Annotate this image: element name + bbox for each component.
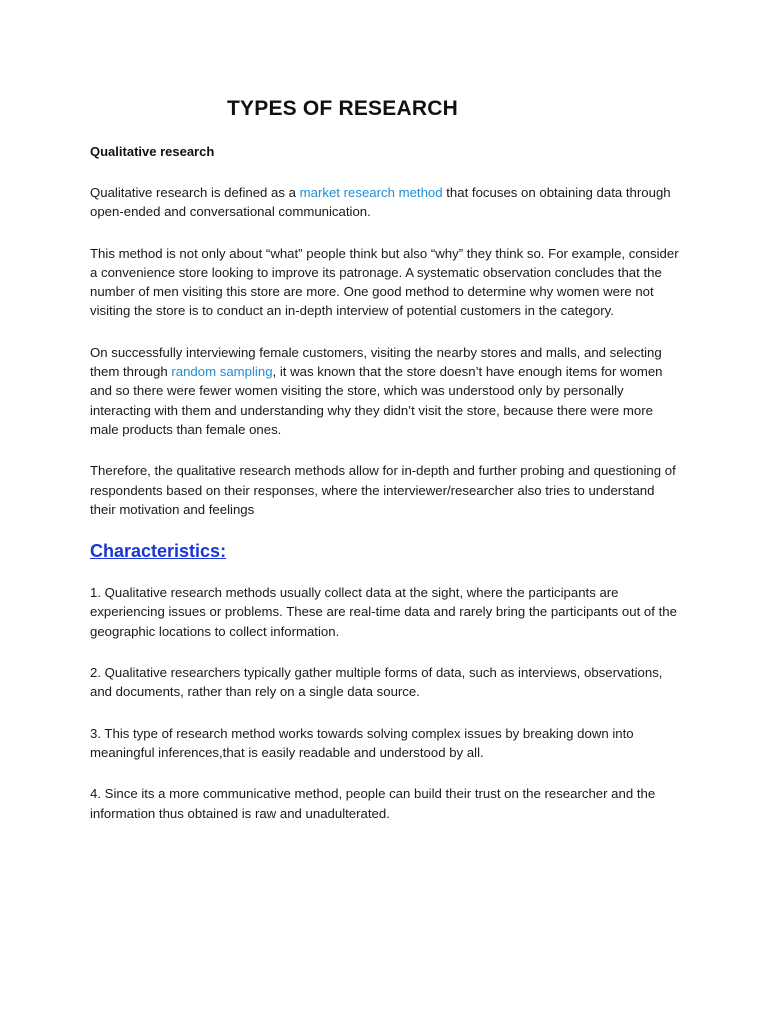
document-body (90, 96, 680, 823)
subheading-qualitative-research: Qualitative research (90, 144, 215, 159)
intro-text-before-link: Qualitative research is defined as a (90, 185, 300, 200)
characteristic-item-1: 1. Qualitative research methods usually collect data at the sight, where the participants are experiencing issues or problems. These are real-time data and rarely bring the participants out of the geographic locations to collect information. (90, 585, 677, 639)
characteristic-item-2: 2. Qualitative researchers typically gather multiple forms of data, such as interviews, observations, and documents, rather than rely on a single data source. (90, 665, 663, 700)
characteristic-item-3: 3. This type of research method works towards solving complex issues by breaking down into meaningful inferences,that is easily readable and understood by all. (90, 725, 634, 760)
interview-text-after-link: , it was known that the store doesn’t have enough items for women and so there were fewer women visiting the store, which was understood only by personally interacting with them and understanding why they didn’t visit the store, because there were more male products than female ones. (90, 364, 663, 437)
characteristic-item-4: 4. Since its a more communicative method, people can build their trust on the researcher and the information thus obtained is raw and unadulterated. (90, 786, 656, 821)
characteristics-heading: Characteristics: (90, 541, 227, 562)
paragraph-method: This method is not only about “what” people think but also “why” they think so. For example, consider a convenience store looking to improve its patronage. A systematic observation concludes that the number of men visiting this store are more. One good method to determine why women were not visiting the store is to conduct an in-depth interview of potential customers in the category. (90, 245, 679, 319)
intro-text-after-link: that focuses on obtaining data through open-ended and conversational communication. (90, 185, 671, 220)
paragraph-intro (90, 183, 680, 222)
market-research-method-link[interactable]: market research method (299, 185, 443, 200)
paragraph-interview (90, 343, 680, 439)
paragraph-therefore: Therefore, the qualitative research methods allow for in-depth and further probing and questioning of respondents based on their responses, where the interviewer/researcher also tries to understand their motivation and feelings (90, 463, 676, 517)
random-sampling-link[interactable]: random sampling (171, 364, 273, 380)
interview-text-before-link: On successfully interviewing female customers, visiting the nearby stores and malls, and selecting them through (90, 344, 662, 380)
page-title: TYPES OF RESEARCH (227, 97, 458, 120)
